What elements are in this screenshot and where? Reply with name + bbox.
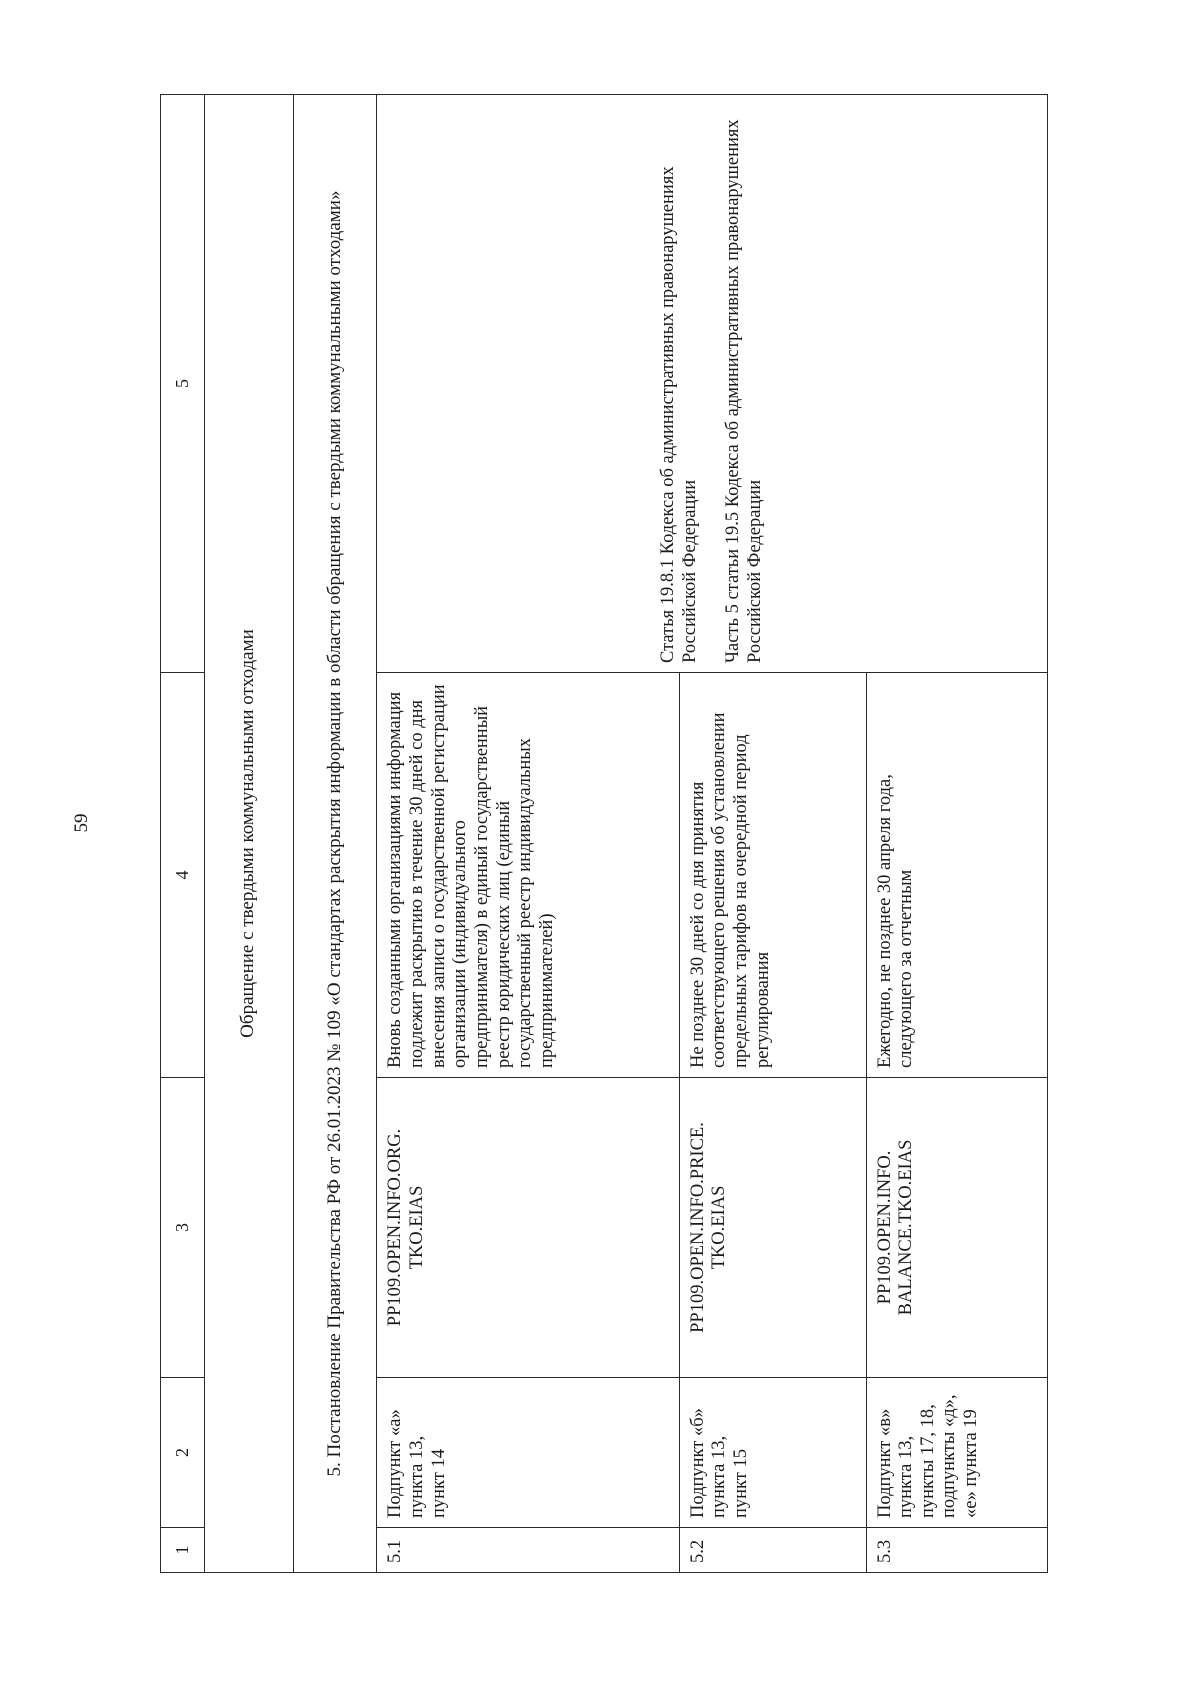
table-wrapper — [160, 95, 1048, 1573]
clause-cell: Подпункт «в» пункта 13, пункты 17, 18, подпункты «д», «е» пункта 19 — [866, 1378, 1047, 1528]
table-row — [377, 95, 679, 1573]
rotated-page-content — [160, 95, 1048, 1573]
code-cell: PP109.OPEN.INFO.ORG. TKO.EIAS — [377, 1078, 679, 1378]
deadline-cell: Не позднее 30 дней со дня принятия соответствующего решения об установлении предельных тарифов на очередной период регулирования — [679, 673, 866, 1078]
header-cell-2: 2 — [161, 1378, 205, 1528]
row-number: 5.2 — [679, 1528, 866, 1573]
deadline-cell: Вновь созданными организациями информация подлежит раскрытию в течение 30 дней со дня внесения записи о государственной регистрации организации (индивидуального предпринимателя) в единый государственный реестр юридических лиц (единый государственный реестр индивидуальных предпринимателей) — [377, 673, 679, 1078]
header-cell-1: 1 — [161, 1528, 205, 1573]
liability-item: Статья 19.8.1 Кодекса об административных правонарушениях Российской Федерации — [657, 166, 700, 663]
deadline-cell: Ежегодно, не позднее 30 апреля года, следующего за отчетным — [866, 673, 1047, 1078]
subsection-title: 5. Постановление Правительства РФ от 26.01.2023 № 109 «О стандартах раскрытия информации в области обращения с твердыми коммунальными отходами» — [293, 95, 377, 1573]
clause-cell: Подпункт «б» пункта 13, пункт 15 — [679, 1378, 866, 1528]
header-cell-4: 4 — [161, 673, 205, 1078]
code-cell: PP109.OPEN.INFO. BALANCE.TKO.EIAS — [866, 1078, 1047, 1378]
code-cell: PP109.OPEN.INFO.PRICE. TKO.EIAS — [679, 1078, 866, 1378]
header-row — [161, 95, 205, 1573]
section-title: Обращение с твердыми коммунальными отходами — [204, 95, 293, 1573]
clause-cell: Подпункт «а» пункта 13, пункт 14 — [377, 1378, 679, 1528]
row-number: 5.1 — [377, 1528, 679, 1573]
liability-cell — [377, 95, 1048, 673]
section-row — [204, 95, 293, 1573]
header-cell-3: 3 — [161, 1078, 205, 1378]
page-number: 59 — [71, 813, 92, 833]
disclosure-table — [160, 94, 1048, 1573]
liability-item: Часть 5 статьи 19.5 Кодекса об административных правонарушениях Российской Федерации — [723, 119, 765, 663]
header-cell-5: 5 — [161, 95, 205, 673]
subsection-row — [293, 95, 377, 1573]
row-number: 5.3 — [866, 1528, 1047, 1573]
